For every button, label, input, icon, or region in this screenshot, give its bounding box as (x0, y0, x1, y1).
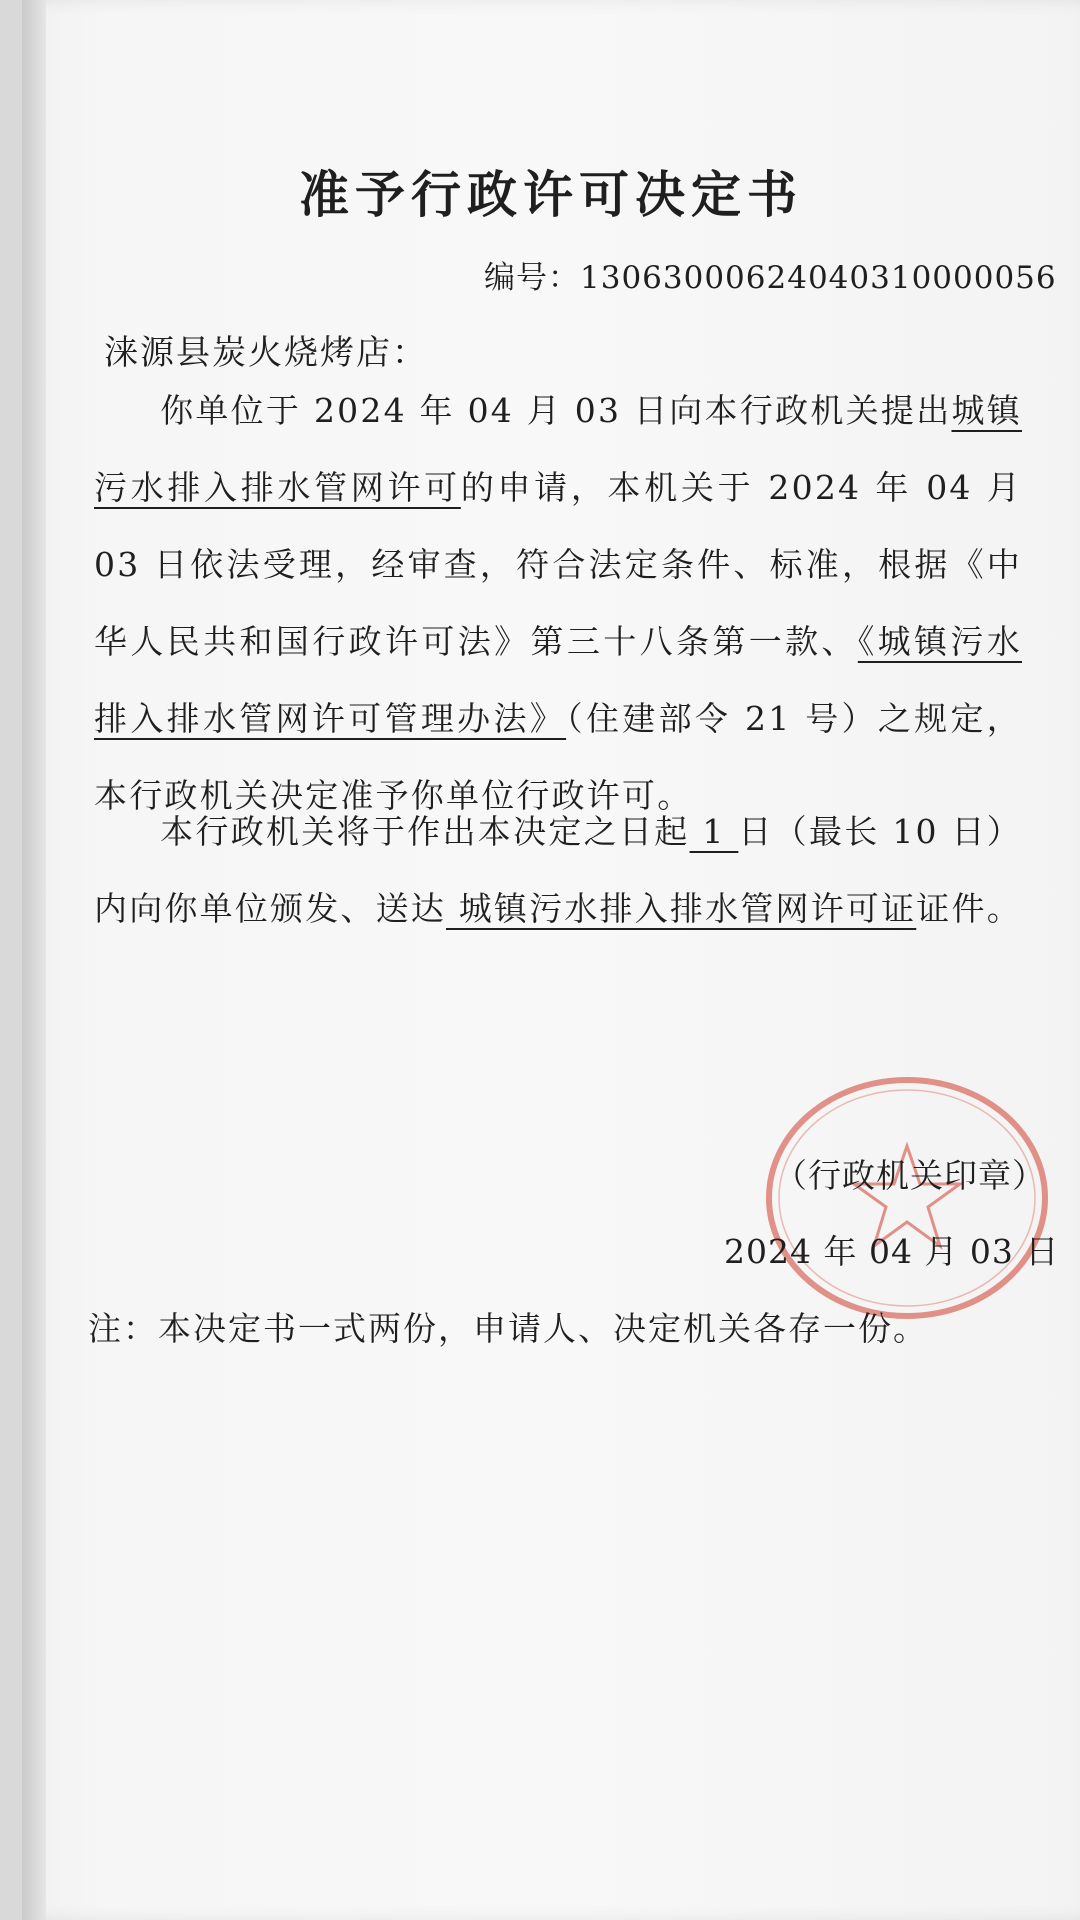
document-page (22, 0, 1080, 1920)
certificate-name-underlined: 城镇污水排入排水管网许可证 (446, 889, 917, 928)
paragraph-1-text-1: 你单位于 2024 年 04 月 03 日向本行政机关提出 (160, 391, 952, 430)
regulation-name-underlined: 《城镇污水排入排水管网许可管理办法》 (94, 622, 1022, 738)
paragraph-2-text-2: 日（最长 10 日）内向你单位颁发、送达 (94, 812, 1022, 928)
paragraph-1 (94, 372, 1022, 834)
paragraph-2 (94, 793, 1022, 947)
official-seal (757, 1068, 1057, 1328)
document-title: 准予行政许可决定书 (299, 165, 803, 224)
footnote: 注：本决定书一式两份，申请人、决定机关各存一份。 (88, 1309, 928, 1348)
days-underlined: 1 (689, 812, 739, 851)
page-edge (22, 0, 46, 1920)
permit-name-underlined: 城镇污水排入排水管网许可 (94, 391, 1022, 507)
document-number: 13063000624040310000056 (580, 260, 1057, 296)
paragraph-2-text-1: 本行政机关将于作出本决定之日起 (160, 812, 690, 851)
document-number-line (484, 252, 1057, 297)
seal-caption: （行政机关印章） (774, 1156, 1046, 1195)
paragraph-2-text-3: 证件。 (916, 889, 1022, 928)
recipient: 涞源县炭火烧烤店： (104, 333, 428, 373)
paragraph-1-text-3: （住建部令 21 号）之规定，本行政机关决定准予你单位行政许可。 (94, 699, 1022, 815)
decision-date: 2024 年 04 月 03 日 (724, 1232, 1060, 1271)
paragraph-1-text-2: 的申请，本机关于 2024 年 04 月 03 日依法受理，经审查，符合法定条件、标准，根据《中华人民共和国行政许可法》第三十八条第一款、 (94, 468, 1022, 661)
document-number-label: 编号： (484, 260, 580, 296)
